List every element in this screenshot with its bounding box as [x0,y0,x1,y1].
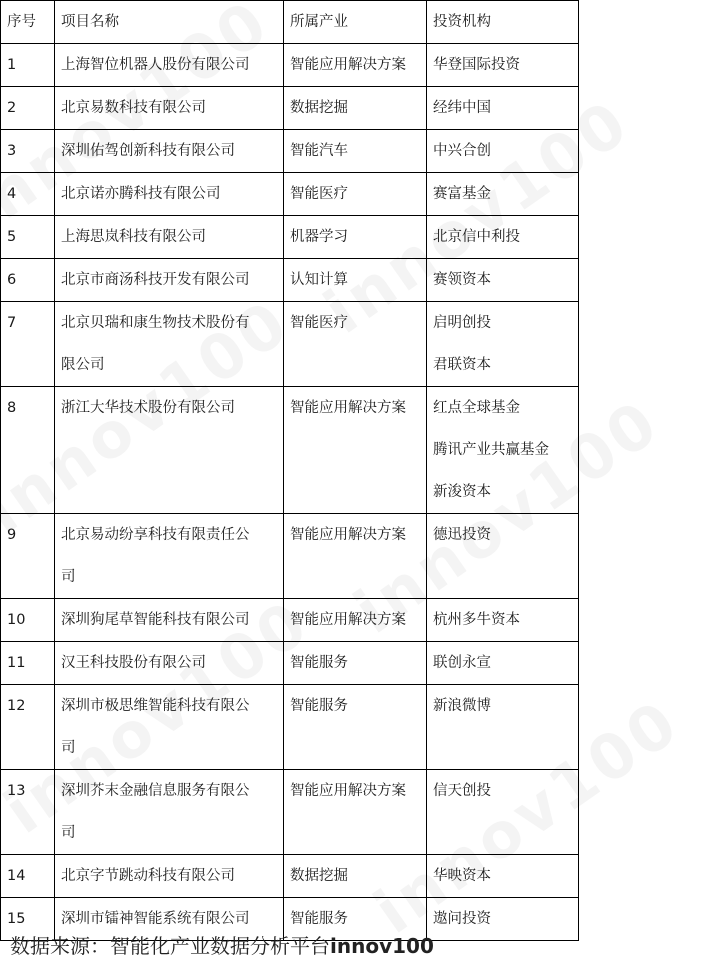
table-row [1,642,579,685]
cell-seq: 9 [1,514,55,599]
cell-investor-line: 赛领资本 [433,272,491,288]
cell-investor-line: 德迅投资 [433,527,491,543]
cell-investor-line: 君联资本 [433,357,491,373]
cell-seq: 6 [1,259,55,302]
table-row [1,855,579,898]
cell-project-name [55,302,284,387]
table-row [1,130,579,173]
cell-investor [427,898,579,941]
cell-project-name-line: 浙江大华技术股份有限公司 [61,400,235,416]
cell-industry: 机器学习 [284,216,427,259]
table-row [1,87,579,130]
cell-investor-line: 腾讯产业共赢基金 [433,442,549,458]
cell-seq: 13 [1,770,55,855]
cell-project-name [55,599,284,642]
cell-project-name-line: 深圳市镭神智能系统有限公司 [61,911,250,927]
cell-industry: 智能应用解决方案 [284,770,427,855]
table-body [1,44,579,941]
cell-investor-line: 遨问投资 [433,911,491,927]
cell-project-name-line: 深圳佑驾创新科技有限公司 [61,143,235,159]
cell-industry: 智能医疗 [284,173,427,216]
table-row [1,302,579,387]
cell-project-name-line: 汉王科技股份有限公司 [61,655,206,671]
cell-investor [427,216,579,259]
cell-seq: 11 [1,642,55,685]
cell-investor-line: 启明创投 [433,315,491,331]
table-row [1,599,579,642]
table-row [1,216,579,259]
cell-industry: 智能应用解决方案 [284,514,427,599]
cell-investor [427,685,579,770]
cell-project-name-line: 北京易动纷享科技有限责任公 [61,527,250,543]
cell-investor-line: 联创永宣 [433,655,491,671]
cell-industry: 智能汽车 [284,130,427,173]
cell-seq: 5 [1,216,55,259]
cell-project-name-line: 司 [61,569,76,585]
cell-investor [427,770,579,855]
cell-seq: 8 [1,387,55,514]
cell-seq: 7 [1,302,55,387]
cell-investor [427,259,579,302]
cell-seq: 4 [1,173,55,216]
cell-project-name-line: 司 [61,740,76,756]
cell-project-name-line: 北京字节跳动科技有限公司 [61,868,235,884]
cell-project-name [55,259,284,302]
cell-investor-line: 经纬中国 [433,100,491,116]
cell-seq: 14 [1,855,55,898]
cell-project-name [55,387,284,514]
cell-project-name [55,642,284,685]
cell-investor [427,855,579,898]
cell-project-name-line: 深圳芥末金融信息服务有限公 [61,783,250,799]
cell-investor [427,599,579,642]
cell-investor [427,642,579,685]
cell-investor [427,387,579,514]
cell-industry: 数据挖掘 [284,87,427,130]
cell-project-name-line: 上海思岚科技有限公司 [61,229,206,245]
cell-project-name [55,44,284,87]
cell-industry: 数据挖掘 [284,855,427,898]
cell-investor-line: 新浚资本 [433,484,491,500]
cell-investor-line: 杭州多牛资本 [433,612,520,628]
table-row [1,259,579,302]
cell-project-name [55,855,284,898]
cell-investor-line: 中兴合创 [433,143,491,159]
cell-investor-line: 北京信中利投 [433,229,520,245]
cell-industry: 智能服务 [284,642,427,685]
cell-investor-line: 信天创投 [433,783,491,799]
cell-project-name [55,685,284,770]
header-project-name: 项目名称 [55,1,284,44]
header-seq: 序号 [1,1,55,44]
cell-project-name-line: 深圳市极思维智能科技有限公 [61,698,250,714]
cell-seq: 10 [1,599,55,642]
cell-project-name-line: 司 [61,825,76,841]
cell-investor [427,302,579,387]
cell-project-name [55,216,284,259]
cell-industry: 认知计算 [284,259,427,302]
table-header-row [1,1,579,44]
cell-project-name [55,130,284,173]
cell-project-name-line: 北京易数科技有限公司 [61,100,206,116]
cell-project-name [55,173,284,216]
cell-industry: 智能医疗 [284,302,427,387]
cell-project-name [55,770,284,855]
cell-project-name-line: 北京市商汤科技开发有限公司 [61,272,250,288]
data-source-brand: innov100 [330,934,434,958]
table-row [1,770,579,855]
cell-project-name-line: 北京贝瑞和康生物技术股份有 [61,315,250,331]
table-row [1,387,579,514]
cell-investor-line: 新浪微博 [433,698,491,714]
header-investor: 投资机构 [427,1,579,44]
cell-investor [427,173,579,216]
cell-industry: 智能应用解决方案 [284,44,427,87]
cell-investor-line: 华映资本 [433,868,491,884]
cell-industry: 智能服务 [284,685,427,770]
cell-seq: 1 [1,44,55,87]
cell-investor [427,130,579,173]
data-source-label: 数据来源：智能化产业数据分析平台 [10,934,330,958]
cell-investor-line: 华登国际投资 [433,57,520,73]
cell-industry: 智能应用解决方案 [284,387,427,514]
cell-investor-line: 红点全球基金 [433,400,520,416]
header-industry: 所属产业 [284,1,427,44]
table-row [1,685,579,770]
cell-project-name-line: 上海智位机器人股份有限公司 [61,57,250,73]
cell-project-name [55,514,284,599]
table-row [1,514,579,599]
cell-industry: 智能应用解决方案 [284,599,427,642]
cell-investor [427,87,579,130]
cell-seq: 2 [1,87,55,130]
cell-seq: 15 [1,898,55,941]
cell-investor [427,514,579,599]
table-row [1,44,579,87]
cell-project-name-line: 北京诺亦腾科技有限公司 [61,186,221,202]
cell-project-name [55,87,284,130]
table-row [1,173,579,216]
cell-project-name-line: 深圳狗尾草智能科技有限公司 [61,612,250,628]
cell-seq: 12 [1,685,55,770]
cell-industry: 智能服务 [284,898,427,941]
cell-investor [427,44,579,87]
cell-project-name-line: 限公司 [61,357,105,373]
cell-investor-line: 赛富基金 [433,186,491,202]
cell-seq: 3 [1,130,55,173]
data-source-note [10,928,434,964]
